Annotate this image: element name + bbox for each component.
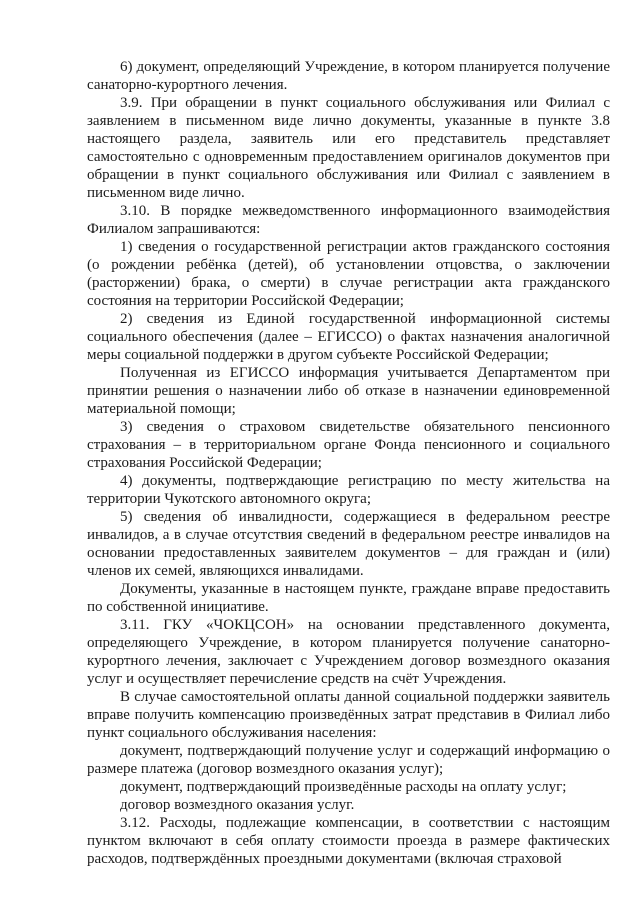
paragraph-3-10-item-3: 3) сведения о страховом свидетельстве обязательного пенсионного страхования – в территориальном органе Фонда пенсионного и социального страхования Российской Федерации; bbox=[87, 419, 610, 471]
paragraph-own-initiative: Документы, указанные в настоящем пункте, граждане вправе предоставить по собственной инициативе. bbox=[87, 581, 610, 615]
paragraph-3-10: 3.10. В порядке межведомственного информационного взаимодействия Филиалом запрашиваются: bbox=[87, 203, 610, 237]
paragraph-3-10-item-5: 5) сведения об инвалидности, содержащиеся в федеральном реестре инвалидов, а в случае отсутствия сведений в федеральном реестре инвалидов на основании предоставленных заявителем документов – для граждан и (или) членов их семей, являющихся инвалидами. bbox=[87, 509, 610, 579]
paragraph-3-10-item-1: 1) сведения о государственной регистрации актов гражданского состояния (о рождении ребёнка (детей), об установлении отцовства, о заключении (расторжении) брака, о смерти) в случае регистрации акта гражданского состояния на территории Российской Федерации; bbox=[87, 239, 610, 309]
paragraph-doc-payment-info: документ, подтверждающий получение услуг и содержащий информацию о размере платежа (договор возмездного оказания услуг); bbox=[87, 743, 610, 777]
paragraph-3-10-item-4: 4) документы, подтверждающие регистрацию по месту жительства на территории Чукотского автономного округа; bbox=[87, 473, 610, 507]
paragraph-3-9: 3.9. При обращении в пункт социального обслуживания или Филиал с заявлением в письменном виде лично документы, указанные в пункте 3.8 настоящего раздела, заявитель или его представитель представляет самостоятельно с одновременным предоставлением оригиналов документов при обращении в пункт социального обслуживания или Филиал с заявлением в письменном виде лично. bbox=[87, 95, 610, 201]
paragraph-self-payment: В случае самостоятельной оплаты данной социальной поддержки заявитель вправе получить компенсацию произведённых затрат представив в Филиал либо пункт социального обслуживания населения: bbox=[87, 689, 610, 741]
paragraph-3-10-item-2: 2) сведения из Единой государственной информационной системы социального обеспечения (далее – ЕГИССО) о фактах назначения аналогичной меры социальной поддержки в другом субъекте Российской Федерации; bbox=[87, 311, 610, 363]
paragraph-egisso-note: Полученная из ЕГИССО информация учитывается Департаментом при принятии решения о назначении либо об отказе в назначении единовременной материальной помощи; bbox=[87, 365, 610, 417]
paragraph-3-12: 3.12. Расходы, подлежащие компенсации, в соответствии с настоящим пунктом включают в себя оплату стоимости проезда в размере фактических расходов, подтверждённых проездными документами (включая страховой bbox=[87, 815, 610, 867]
paragraph-doc-expenses: документ, подтверждающий произведённые расходы на оплату услуг; bbox=[120, 779, 567, 795]
paragraph-item-6-document: 6) документ, определяющий Учреждение, в котором планируется получение санаторно-курортного лечения. bbox=[87, 59, 610, 93]
paragraph-contract: договор возмездного оказания услуг. bbox=[120, 797, 355, 813]
paragraph-3-11: 3.11. ГКУ «ЧОКЦСОН» на основании представленного документа, определяющего Учреждение, в котором планируется получение санаторно-курортного лечения, заключает с Учреждением договор возмездного оказания услуг и осуществляет перечисление средств на счёт Учреждения. bbox=[87, 617, 610, 687]
